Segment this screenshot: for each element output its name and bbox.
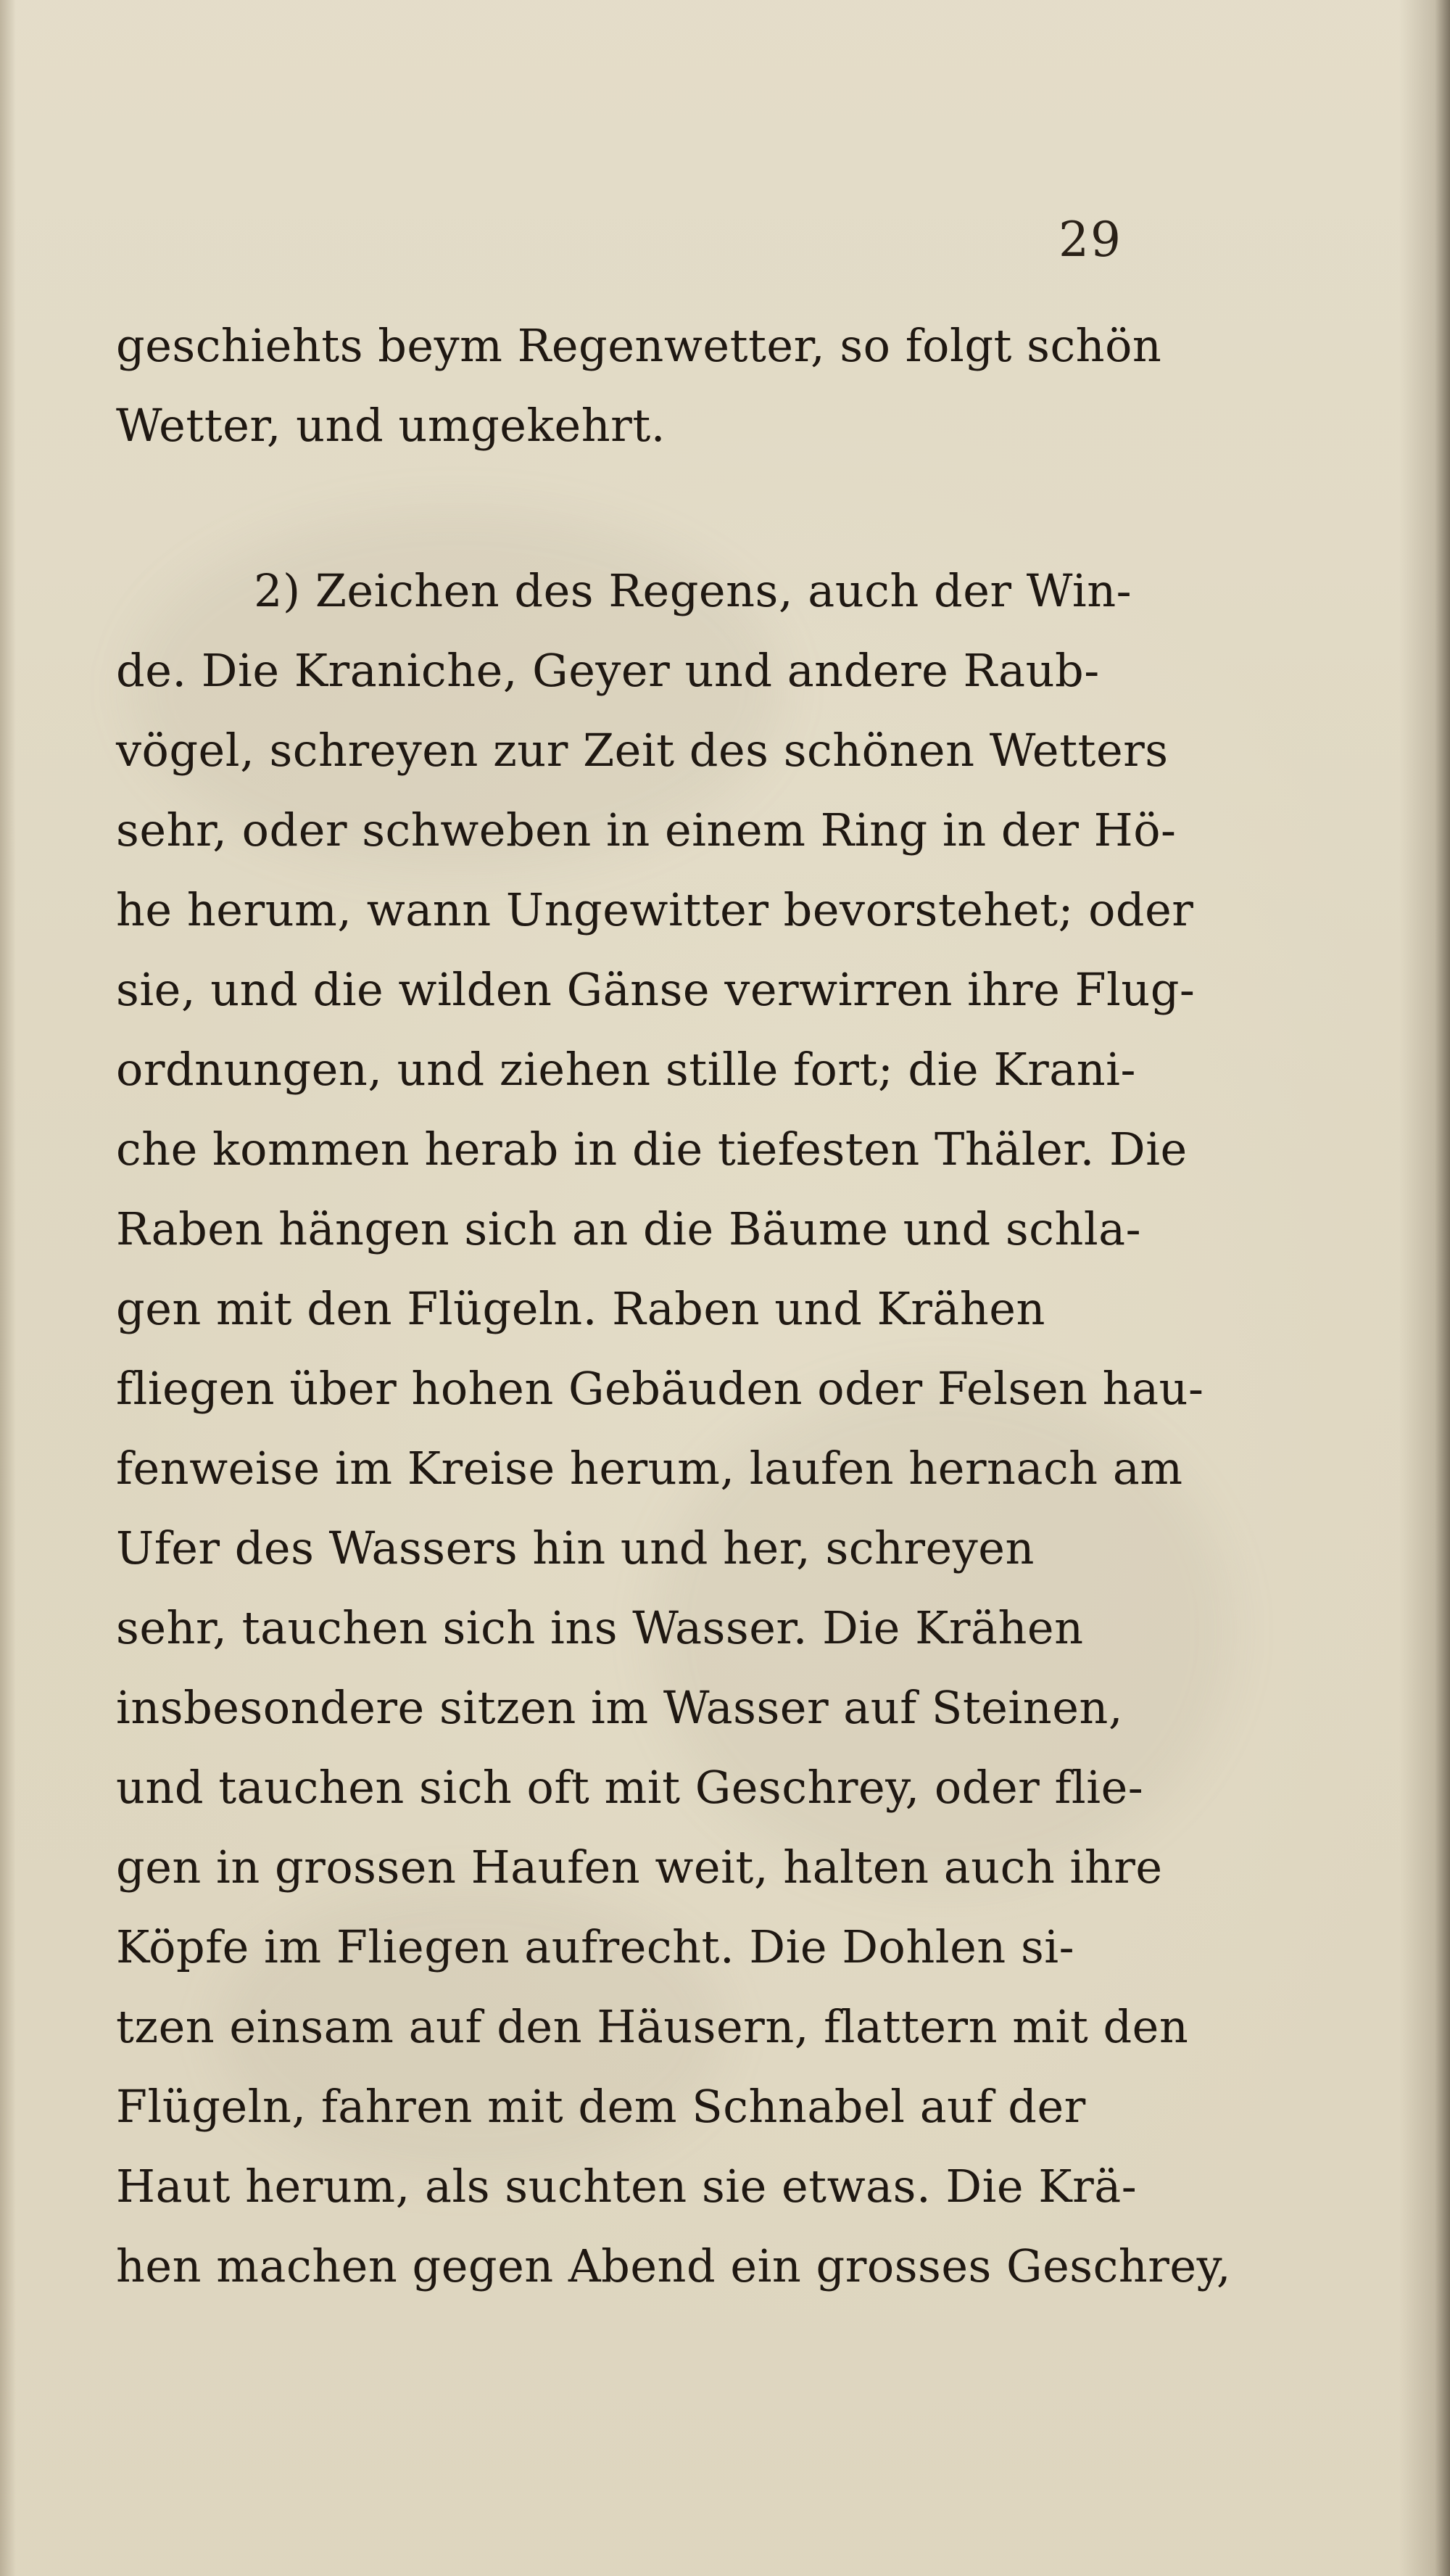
text-line: fenweise im Kreise herum, laufen hernach am: [116, 1442, 1183, 1495]
text-line: sehr, oder schweben in einem Ring in der Hö-: [116, 804, 1177, 856]
text-line: insbesondere sitzen im Wasser auf Steinen,: [116, 1681, 1124, 1734]
text-line: gen in grossen Haufen weit, halten auch ihre: [116, 1841, 1163, 1894]
text-line: de. Die Kraniche, Geyer und andere Raub-: [116, 644, 1100, 697]
text-line: hen machen gegen Abend ein grosses Geschrey,: [116, 2239, 1232, 2292]
text-line: tzen einsam auf den Häusern, flattern mit den: [116, 2000, 1189, 2053]
text-line: und tauchen sich oft mit Geschrey, oder flie-: [116, 1761, 1144, 1814]
text-line: geschiehts beym Regenwetter, so folgt schön: [116, 319, 1162, 372]
text-line: vögel, schreyen zur Zeit des schönen Wetters: [116, 724, 1169, 777]
text-line: Ufer des Wassers hin und her, schreyen: [116, 1522, 1035, 1574]
text-line: Flügeln, fahren mit dem Schnabel auf der: [116, 2080, 1086, 2133]
text-line: Wetter, und umgekehrt.: [116, 399, 666, 452]
text-line: che kommen herab in die tiefesten Thäler. Die: [116, 1123, 1188, 1176]
text-line: gen mit den Flügeln. Raben und Krähen: [116, 1282, 1045, 1335]
text-line: Raben hängen sich an die Bäume und schla-: [116, 1202, 1142, 1255]
page-number: 29: [1058, 212, 1122, 268]
text-line: he herum, wann Ungewitter bevorstehet; oder: [116, 883, 1194, 936]
text-line: Köpfe im Fliegen aufrecht. Die Dohlen si-: [116, 1920, 1075, 1973]
text-line: sehr, tauchen sich ins Wasser. Die Krähen: [116, 1601, 1084, 1654]
text-line: 2) Zeichen des Regens, auch der Win-: [254, 564, 1132, 617]
text-line: Haut herum, als suchten sie etwas. Die Krä-: [116, 2160, 1138, 2213]
text-line: sie, und die wilden Gänse verwirren ihre Flug-: [116, 963, 1196, 1016]
text-line: ordnungen, und ziehen stille fort; die Krani-: [116, 1043, 1136, 1096]
text-line: fliegen über hohen Gebäuden oder Felsen hau-: [116, 1362, 1204, 1415]
